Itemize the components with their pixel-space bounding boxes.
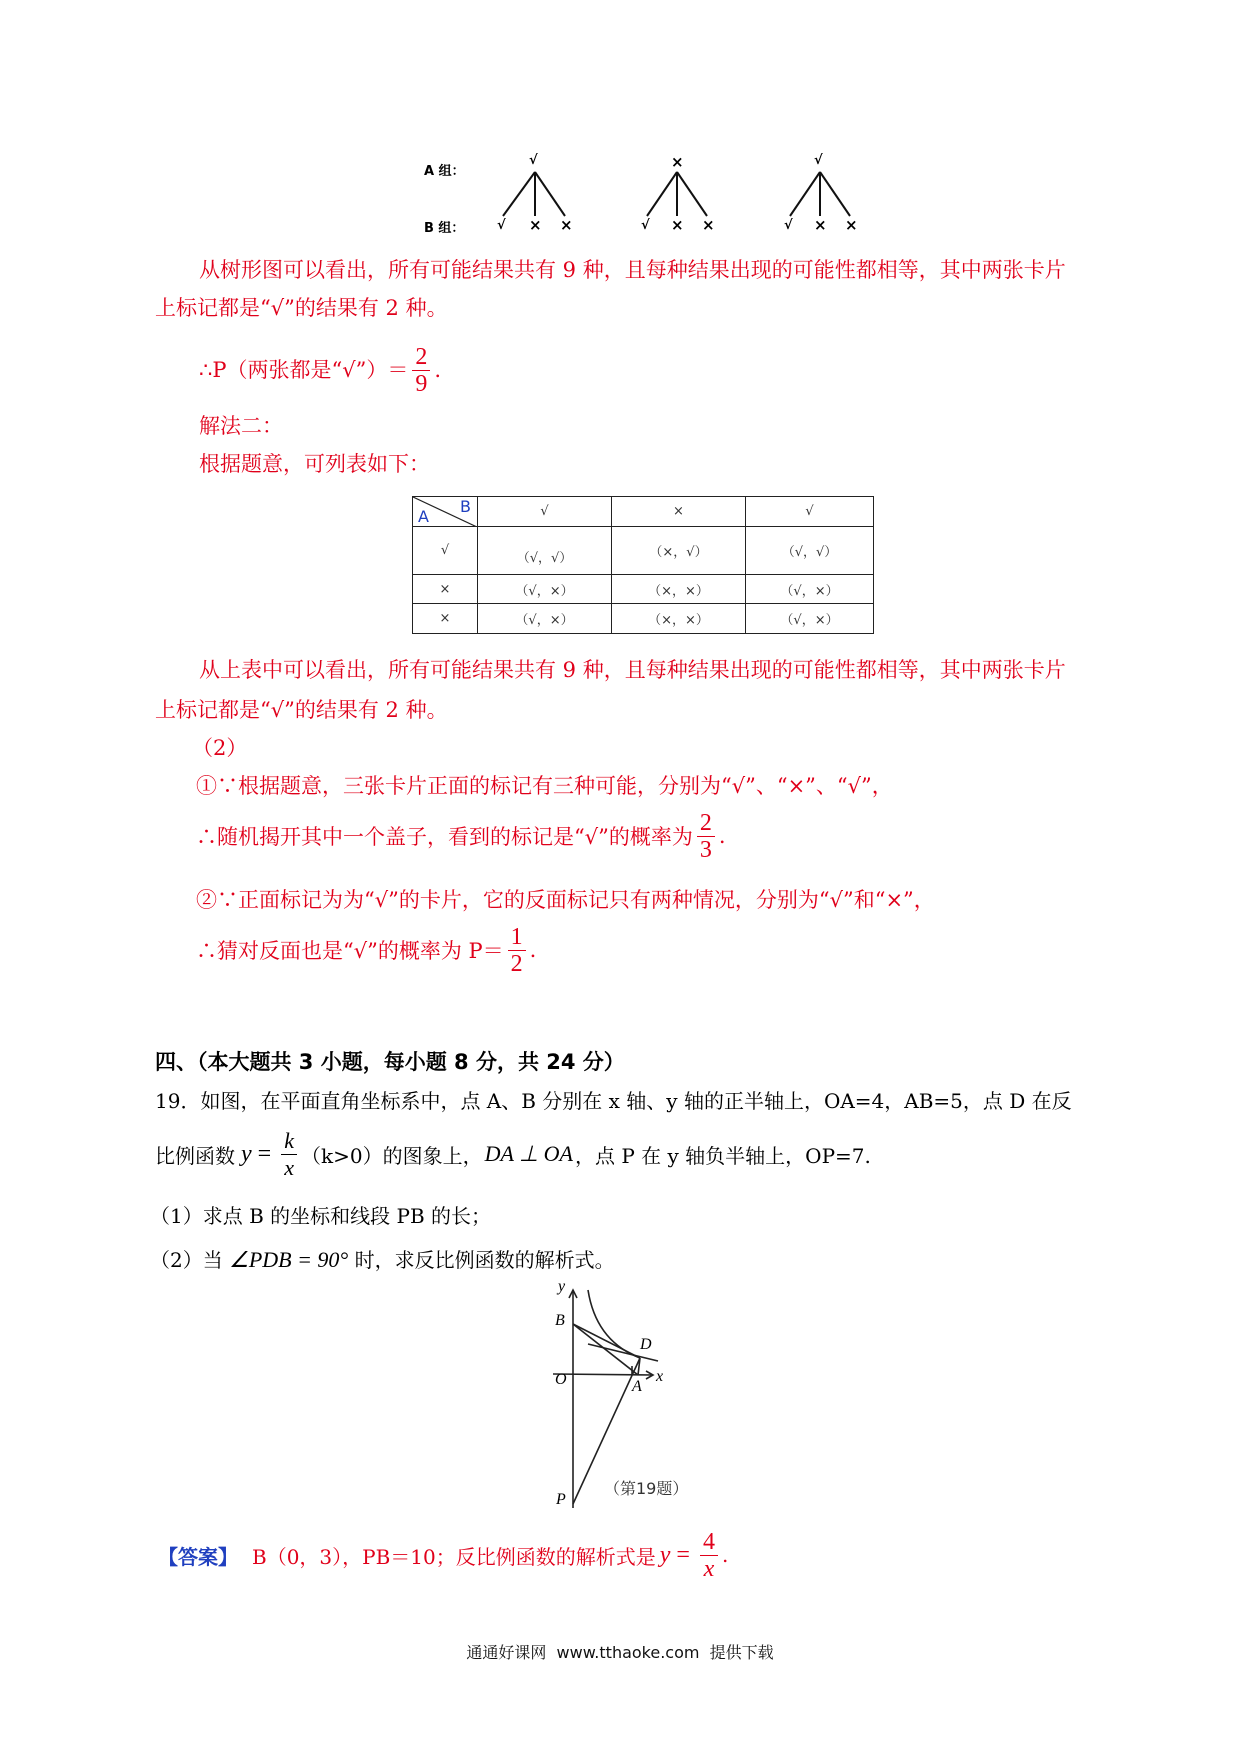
solution1-paragraph-cont — [155, 288, 1100, 328]
conclusion2-suffix: . — [529, 938, 537, 962]
q19-line2-b: （k>0）的图象上， — [300, 1143, 483, 1168]
table-cell: （√，×） — [746, 604, 874, 634]
answer-text: B（0，3），PB＝10；反比例函数的解析式是 — [252, 1544, 656, 1569]
tree-leaf: × — [845, 216, 858, 234]
tree-leaf: √ — [497, 218, 506, 233]
q19-figure — [548, 1278, 728, 1508]
solution1-line1: 从树形图可以看出，所有可能结果共有 9 种，且每种结果出现的可能性都相等，其中两张卡片 — [199, 258, 1066, 282]
fraction-denominator: x — [703, 1555, 715, 1582]
q19-sub1: （1）求点 B 的坐标和线段 PB 的长； — [150, 1204, 492, 1228]
fraction-k-x — [281, 1128, 297, 1181]
fraction-numerator: 2 — [697, 810, 715, 837]
fraction-denominator: 2 — [510, 950, 523, 977]
fraction-denominator: x — [284, 1154, 294, 1180]
solution2-paragraph — [155, 650, 1100, 690]
label-o: O — [555, 1371, 567, 1388]
solution2-paragraph-cont — [155, 690, 1100, 730]
prob-prefix: ∴P（两张都是“√”）＝ — [199, 358, 409, 382]
tree-leaf: × — [702, 216, 715, 234]
solution2-line1: 从上表中可以看出，所有可能结果共有 9 种，且每种结果出现的可能性都相等，其中两张卡片 — [199, 658, 1066, 682]
prob-suffix: . — [434, 358, 442, 382]
answer-y: y — [659, 1541, 671, 1568]
table-cell: （√，×） — [478, 604, 612, 634]
corner-label-b: B — [460, 497, 471, 516]
label-p: P — [556, 1491, 566, 1508]
tree-leaf: × — [529, 216, 542, 234]
tree-leaf: × — [814, 216, 827, 234]
fraction-2-9 — [412, 344, 430, 397]
part2-statement1: ①∵根据题意，三张卡片正面的标记有三种可能，分别为“√”、“×”、“√”， — [196, 774, 893, 798]
table-cell: （√，√） — [746, 527, 874, 575]
tree-leaf: × — [671, 216, 684, 234]
tree-label-b: B 组： — [424, 221, 465, 236]
q19-line2-c: ，点 P 在 y 轴负半轴上，OP=7. — [575, 1143, 871, 1168]
table-cell: （×，×） — [612, 604, 746, 634]
solution1-line2: 上标记都是“√”的结果有 2 种。 — [155, 296, 448, 320]
label-a: A — [632, 1378, 642, 1395]
conclusion2-prefix: ∴猜对反面也是“√”的概率为 P＝ — [196, 939, 504, 963]
tree-leaf: √ — [784, 218, 793, 233]
tree-top-1: √ — [529, 153, 538, 168]
solution2-line2: 上标记都是“√”的结果有 2 种。 — [155, 698, 448, 722]
coordinate-figure — [548, 1286, 728, 1508]
answer-suffix: . — [721, 1543, 729, 1567]
answer-eq: = — [670, 1541, 696, 1568]
tree-leaf: × — [560, 216, 573, 234]
col-header: √ — [746, 497, 874, 527]
fraction-1-2 — [508, 924, 526, 977]
label-x: x — [656, 1368, 664, 1385]
q19-line1: 19．如图，在平面直角坐标系中，点 A、B 分别在 x 轴、y 轴的正半轴上，OA=4，AB=5，点 D 在反 — [155, 1089, 1072, 1113]
answer-line — [158, 1518, 728, 1592]
q19-sub2-a: （2）当 — [150, 1248, 223, 1272]
q19-line2-a: 比例函数 — [155, 1143, 235, 1168]
part2-conclusion2 — [196, 920, 536, 980]
solution1-probability — [199, 340, 441, 400]
fraction-numerator: k — [281, 1128, 297, 1155]
page-footer: 通通好课网 www.tthaoke.com 提供下载 — [466, 1643, 774, 1662]
label-y: y — [558, 1278, 566, 1295]
table-cell: （√，√） — [478, 527, 612, 575]
q19-y: y — [241, 1140, 252, 1167]
solution1-paragraph — [155, 250, 1100, 290]
tree-diagram — [410, 150, 890, 240]
fraction-numerator: 1 — [508, 924, 526, 951]
answer-tag: 【答案】 — [158, 1544, 238, 1569]
section4-heading: 四、（本大题共 3 小题，每小题 8 分，共 24 分） — [155, 1050, 625, 1074]
conclusion1-suffix: . — [718, 824, 726, 848]
col-header: √ — [478, 497, 612, 527]
fraction-numerator: 4 — [700, 1529, 718, 1556]
label-d: D — [640, 1336, 652, 1353]
tree-top-3: √ — [814, 153, 823, 168]
conclusion1-prefix: ∴随机揭开其中一个盖子，看到的标记是“√”的概率为 — [196, 825, 693, 849]
tree-label-a: A 组： — [424, 164, 465, 179]
q19-line2 — [155, 1124, 871, 1184]
part2-statement2: ②∵正面标记为为“√”的卡片，它的反面标记只有两种情况，分别为“√”和“×”， — [196, 888, 935, 912]
outcome-table — [412, 496, 874, 634]
table-corner — [413, 497, 478, 527]
table-cell: （√，×） — [746, 575, 874, 604]
fraction-2-3 — [697, 810, 715, 863]
q19-perp: DA ⊥ OA — [484, 1141, 573, 1166]
solution2-title: 解法二： — [199, 414, 283, 438]
table-cell: （×，√） — [612, 527, 746, 575]
row-header: × — [413, 604, 478, 634]
part2-conclusion1 — [196, 806, 726, 866]
corner-label-a: A — [418, 507, 429, 526]
fraction-denominator: 9 — [415, 370, 428, 397]
label-b: B — [555, 1312, 565, 1329]
q19-eq: = — [251, 1140, 278, 1167]
fraction-denominator: 3 — [699, 836, 712, 863]
q19-sub2-b: 时，求反比例函数的解析式。 — [354, 1248, 615, 1272]
table-cell: （×，×） — [612, 575, 746, 604]
fraction-4-x — [700, 1529, 718, 1582]
row-header: × — [413, 575, 478, 604]
table-cell: （√，×） — [478, 575, 612, 604]
fraction-numerator: 2 — [412, 344, 430, 371]
q19-sub2 — [150, 1240, 615, 1280]
solution2-intro: 根据题意，可列表如下： — [199, 452, 430, 476]
tree-top-2: × — [671, 153, 684, 171]
col-header: × — [612, 497, 746, 527]
part2-label: （2） — [192, 736, 248, 760]
q19-angle: ∠PDB = 90° — [229, 1247, 349, 1272]
tree-leaf: √ — [641, 218, 650, 233]
row-header: √ — [413, 527, 478, 575]
figure-caption: （第19题） — [604, 1479, 689, 1498]
